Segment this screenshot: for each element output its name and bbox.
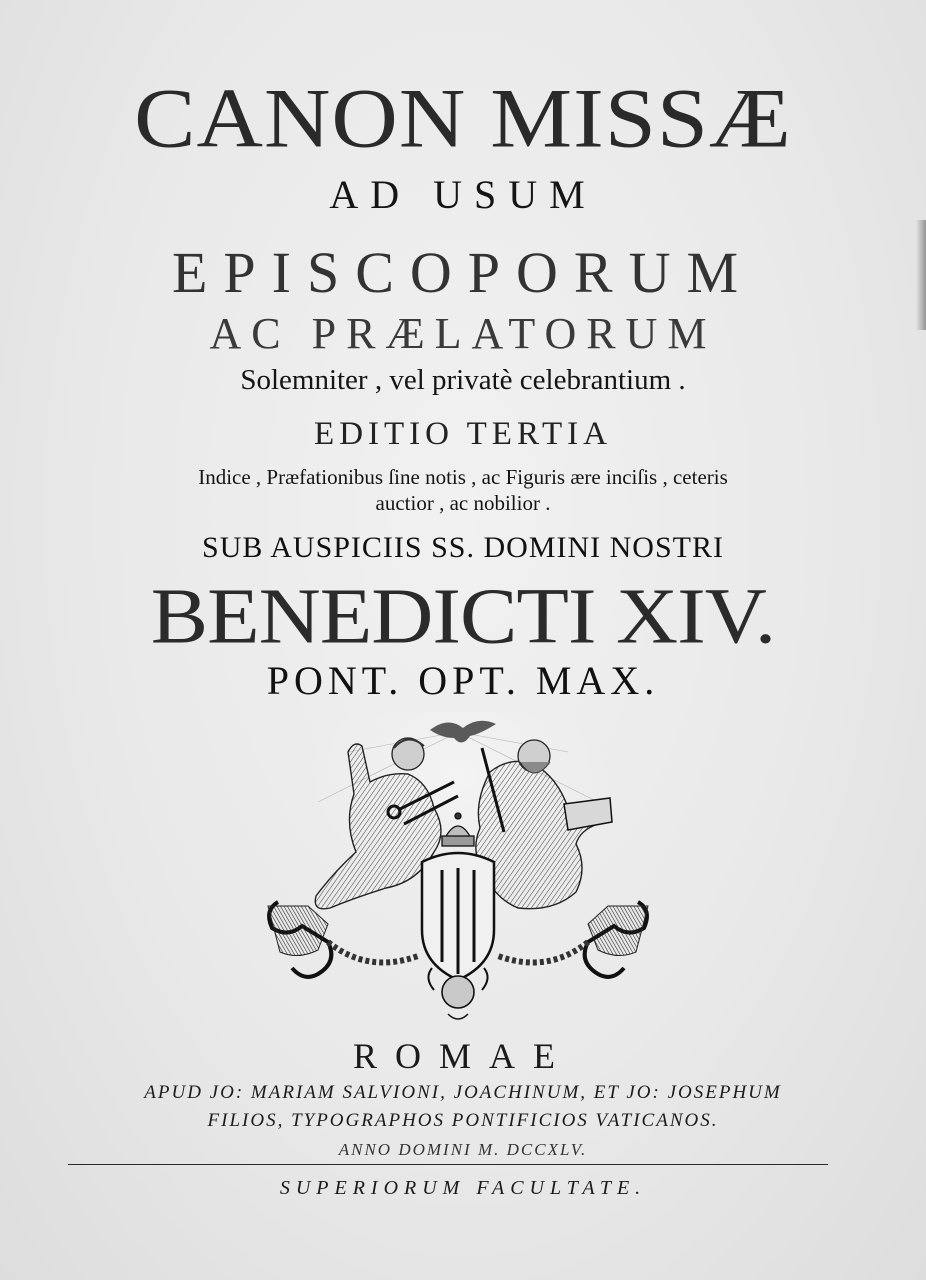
- subtitle-ad-usum: AD USUM: [329, 172, 597, 217]
- pope-title: PONT. OPT. MAX.: [266, 658, 660, 703]
- horizontal-rule: [68, 1164, 828, 1165]
- subtitle-praelatorum: AC PRÆLATORUM: [209, 309, 717, 358]
- auspices-line: SUB AUSPICIIS SS. DOMINI NOSTRI: [202, 531, 724, 564]
- pope-name: BENEDICTI XIV.: [150, 571, 776, 661]
- engraved-vignette-image: [258, 712, 658, 1032]
- publisher-line-1: APUD JO: MARIAM SALVIONI, JOACHINUM, ET JO: JOSEPHUM: [144, 1082, 782, 1103]
- imprint-place: ROMAE: [352, 1036, 573, 1076]
- subtitle-solemniter: Solemniter , vel privatè celebrantium .: [240, 364, 686, 396]
- description-line-1: Indice , Præfationibus ſine notis , ac Figuris ære inciſis , ceteris: [198, 465, 728, 489]
- permission-line: SUPERIORUM FACULTATE.: [279, 1177, 647, 1199]
- publisher-line-2: FILIOS, TYPOGRAPHOS PONTIFICIOS VATICANOS.: [207, 1110, 719, 1131]
- edition-label: EDITIO TERTIA: [314, 416, 612, 452]
- book-title: CANON MISSÆ: [134, 71, 792, 165]
- subtitle-episcoporum: EPISCOPORUM: [171, 240, 755, 305]
- cherub-head: [442, 976, 474, 1008]
- description-line-2: auctior , ac nobilior .: [375, 491, 551, 515]
- imprint-date: ANNO DOMINI M. DCCXLV.: [338, 1140, 588, 1159]
